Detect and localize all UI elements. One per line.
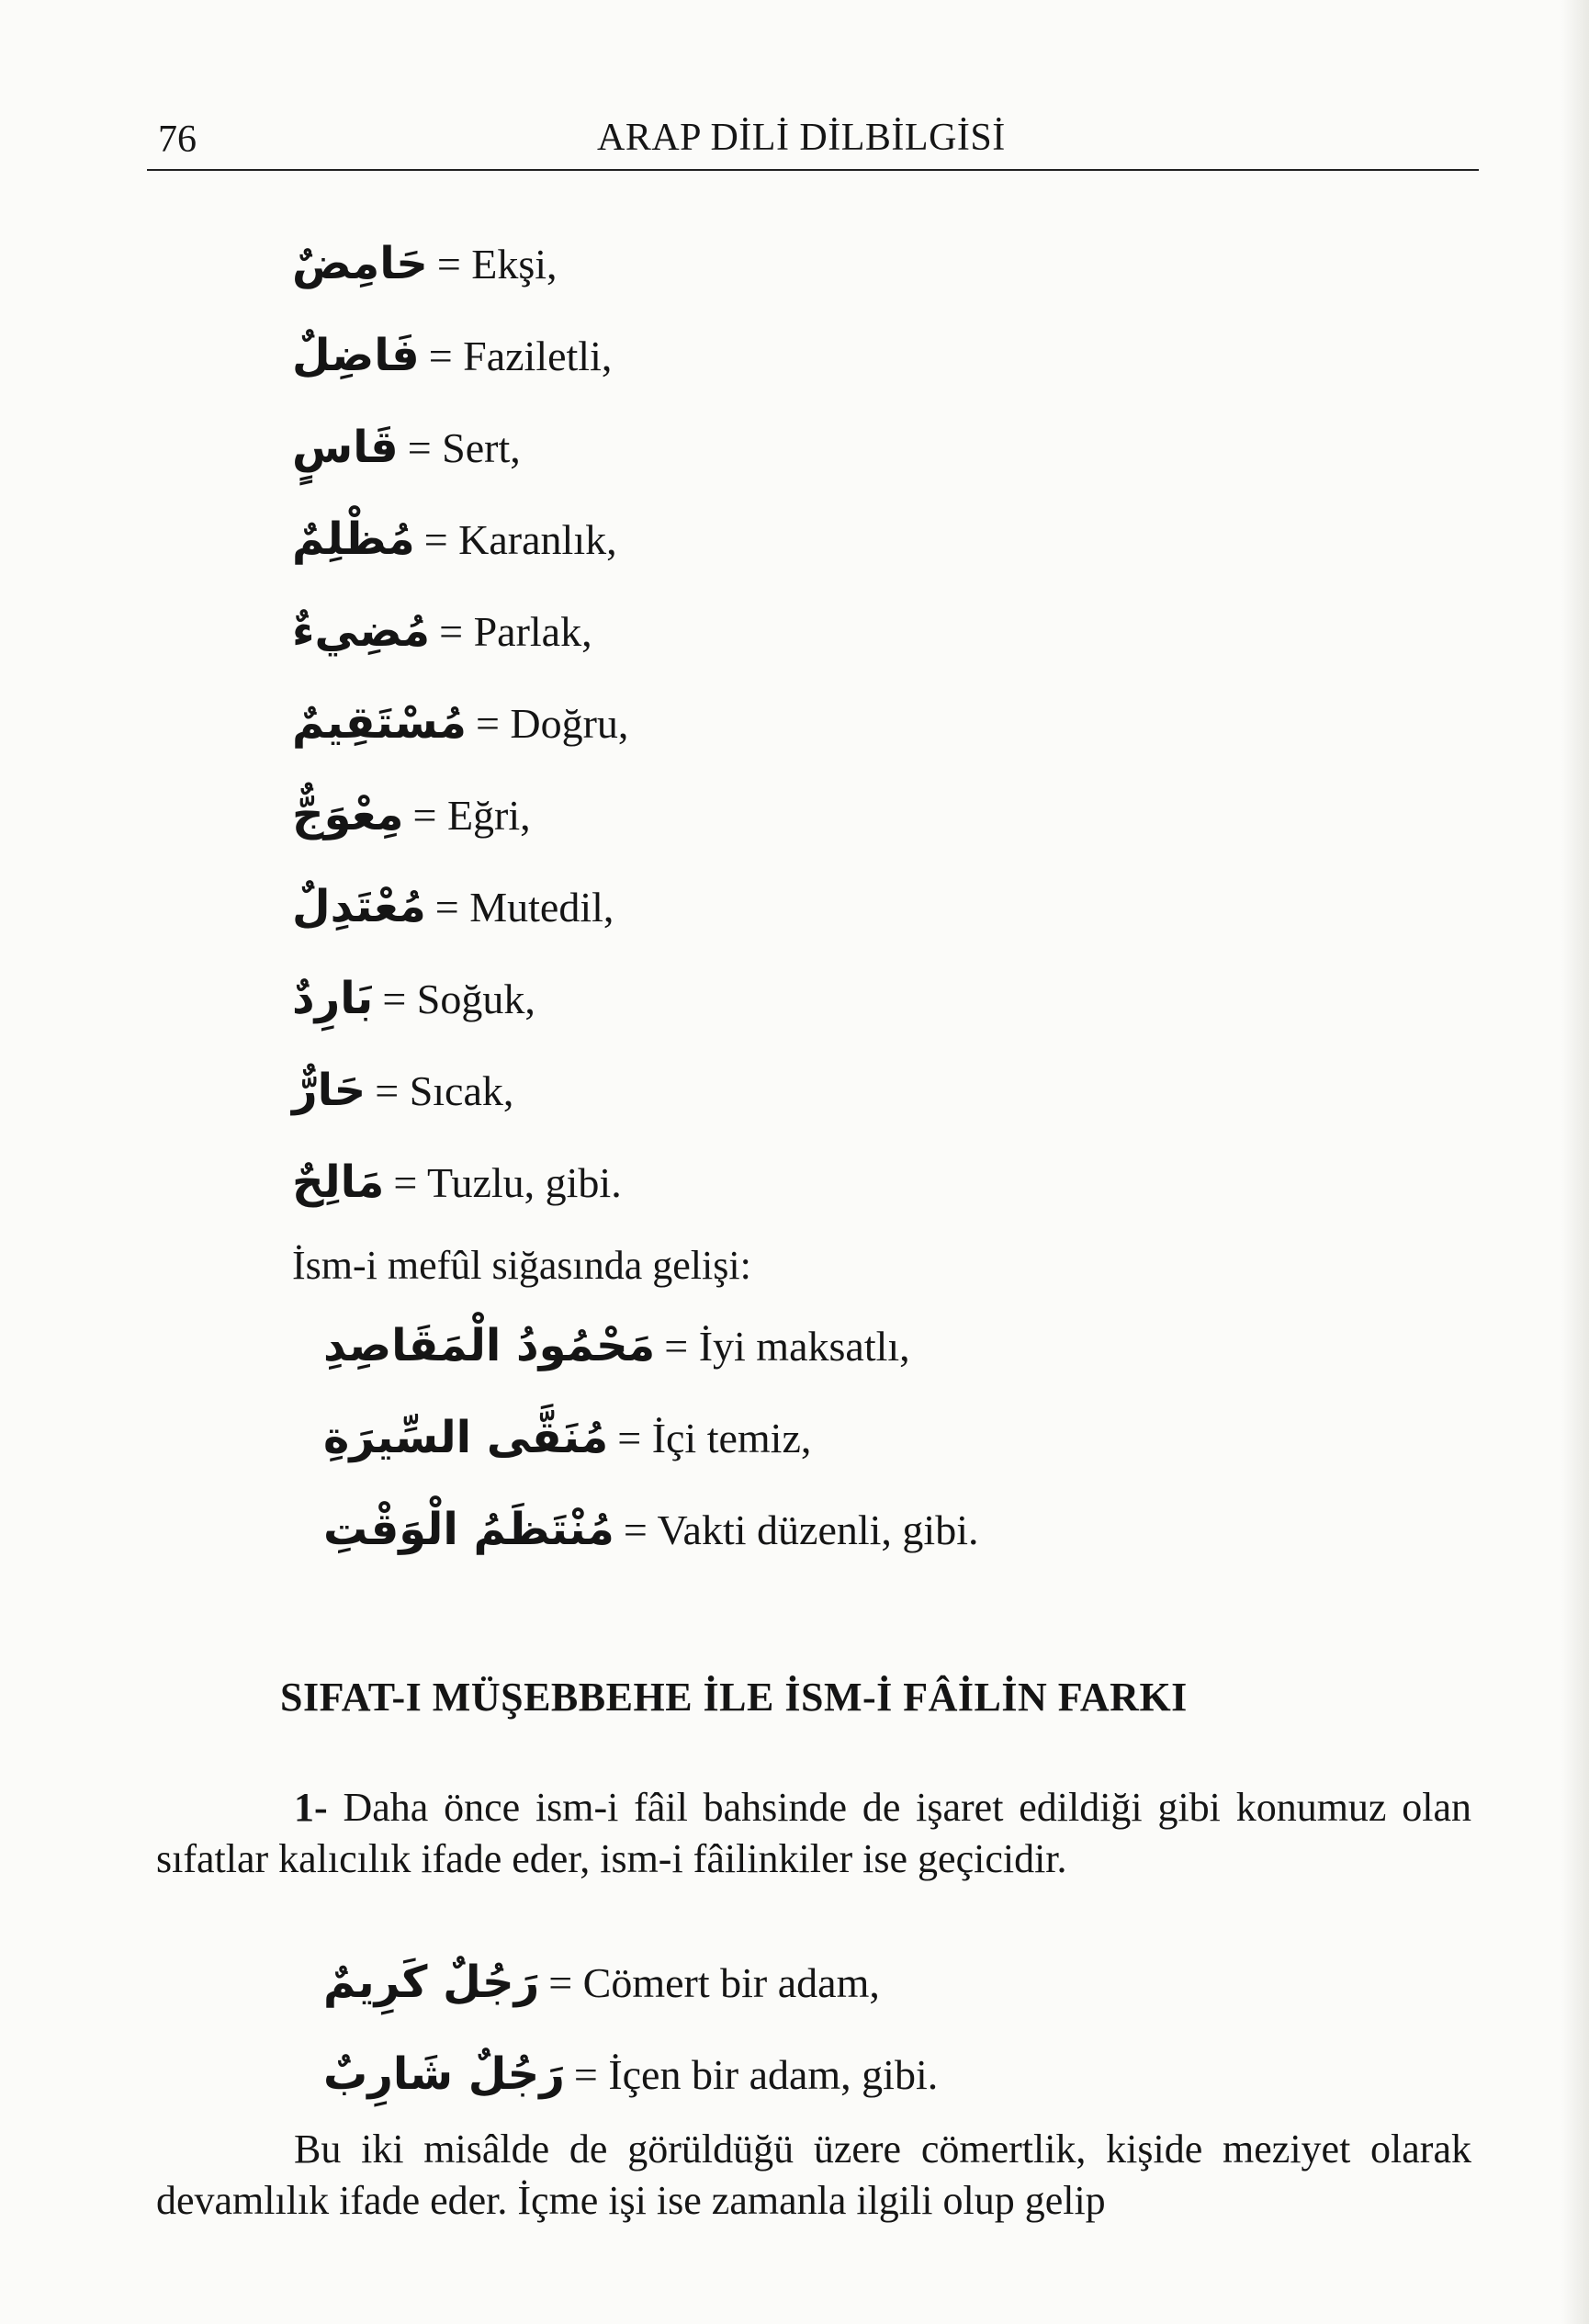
vocab-item — [292, 599, 592, 663]
arabic-term: حَامِضٌ — [292, 238, 428, 289]
turkish-meaning: = Doğru, — [475, 699, 629, 747]
arabic-term: مُظْلِمٌ — [292, 513, 415, 565]
turkish-meaning: = Cömert bir adam, — [548, 1958, 880, 2006]
turkish-meaning: = Eğri, — [412, 791, 531, 839]
turkish-meaning: = Vakti düzenli, gibi. — [623, 1506, 979, 1553]
example-item — [323, 1950, 880, 2014]
arabic-term: قَاسٍ — [292, 422, 399, 473]
arabic-term: رَجُلٌ كَرِيمٌ — [323, 1957, 540, 2008]
vocab-item — [292, 1150, 622, 1214]
page-edge-shadow — [1561, 0, 1589, 2324]
arabic-term: مُنَقَّى السِّيرَةِ — [323, 1412, 609, 1463]
mefil-subheading: İsm-i mefûl siğasında gelişi: — [292, 1243, 751, 1288]
vocab-item — [292, 415, 521, 479]
example-item — [323, 2042, 938, 2106]
vocab-item — [292, 1058, 513, 1123]
arabic-term: رَجُلٌ شَارِبٌ — [323, 2048, 565, 2100]
page-number: 76 — [158, 118, 197, 161]
vocab-item — [323, 1497, 979, 1562]
turkish-meaning: = İçen bir adam, gibi. — [573, 2050, 939, 2098]
arabic-term: مُضِيءٌ — [292, 605, 431, 657]
arabic-term: مَحْمُودُ الْمَقَاصِدِ — [323, 1320, 656, 1371]
turkish-meaning: = Sert, — [407, 423, 521, 471]
vocab-item — [292, 323, 612, 388]
vocab-item — [323, 1405, 811, 1470]
turkish-meaning: = Parlak, — [439, 607, 592, 655]
turkish-meaning: = Ekşi, — [436, 240, 558, 288]
paragraph-number: 1- — [294, 1785, 328, 1830]
paragraph-2 — [156, 2124, 1471, 2227]
vocab-item — [323, 1314, 910, 1378]
vocab-item — [292, 783, 531, 847]
turkish-meaning: = Sıcak, — [375, 1066, 514, 1114]
turkish-meaning: = İçi temiz, — [617, 1414, 812, 1461]
paragraph-2-text: Bu iki misâlde de görüldüğü üzere cömertlik, kişide meziyet olarak devamlılık ifade eder. İçme işi ise zamanla ilgili olup gelip — [156, 2127, 1471, 2223]
vocab-item — [292, 691, 628, 755]
arabic-term: مِعْوَجٌّ — [292, 789, 404, 840]
arabic-term: حَارٌّ — [292, 1065, 366, 1116]
running-header — [147, 108, 1479, 171]
arabic-term: مُعْتَدِلٌ — [292, 881, 426, 932]
running-title: ARAP DİLİ DİLBİLGİSİ — [597, 117, 1006, 159]
vocab-item — [292, 231, 558, 296]
section-heading: SIFAT-I MÜŞEBBEHE İLE İSM-İ FÂİLİN FARKI — [280, 1675, 1188, 1720]
arabic-term: مُنْتَظَمُ الْوَقْتِ — [323, 1504, 614, 1555]
vocab-item — [292, 874, 614, 939]
turkish-meaning: = İyi maksatlı, — [664, 1322, 910, 1370]
turkish-meaning: = Karanlık, — [423, 515, 617, 563]
vocab-item — [292, 966, 535, 1031]
turkish-meaning: = Mutedil, — [434, 883, 614, 931]
arabic-term: مَالِحٌ — [292, 1156, 385, 1208]
turkish-meaning: = Tuzlu, gibi. — [393, 1158, 622, 1206]
turkish-meaning: = Soğuk, — [382, 975, 535, 1022]
arabic-term: فَاضِلٌ — [292, 330, 420, 381]
arabic-term: بَارِدٌ — [292, 973, 374, 1024]
paragraph-1-text: Daha önce ism-i fâil bahsinde de işaret edildiği gibi konumuz olan sıfatlar kalıcılık ifade eder, ism-i fâilinkiler ise geçicidir. — [156, 1785, 1471, 1881]
paragraph-1 — [156, 1782, 1471, 1885]
vocab-item — [292, 507, 617, 571]
arabic-term: مُسْتَقِيمٌ — [292, 697, 467, 749]
turkish-meaning: = Faziletli, — [428, 332, 613, 379]
